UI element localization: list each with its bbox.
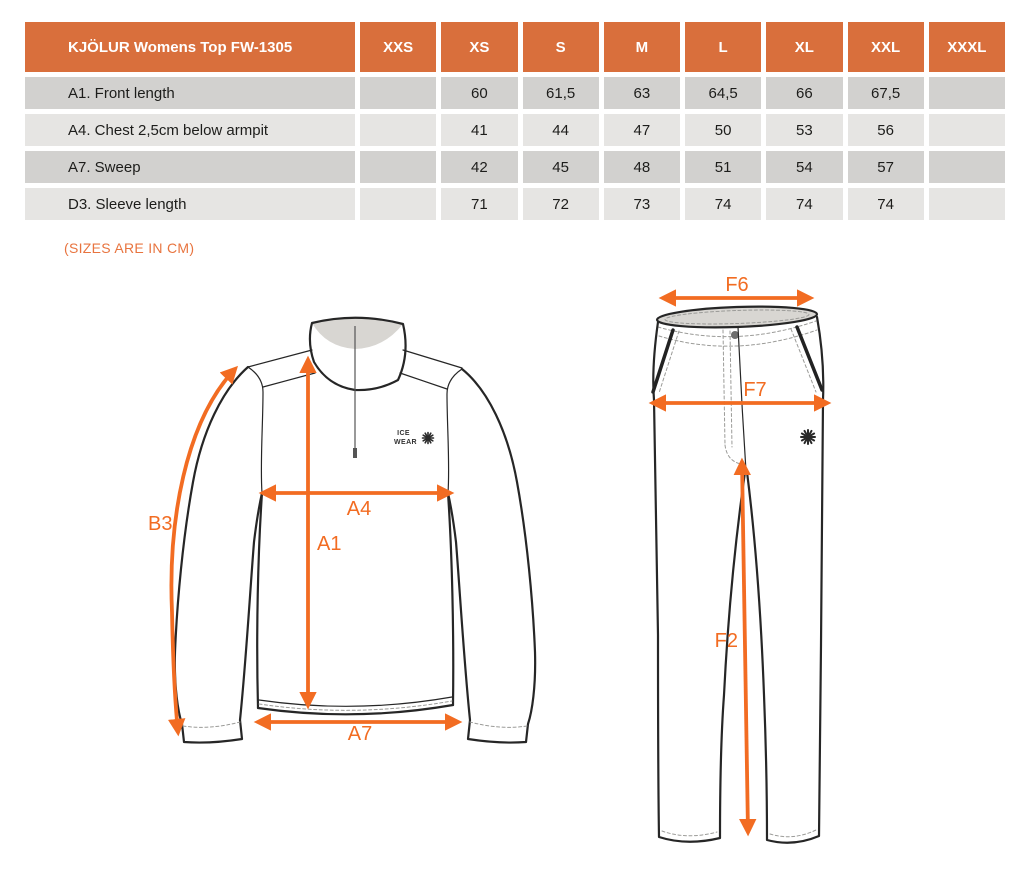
zipper-pull bbox=[353, 448, 357, 458]
row-label: A4. Chest 2,5cm below armpit bbox=[25, 114, 355, 146]
measurement-label-a4: A4 bbox=[346, 498, 372, 520]
right-sleeve-seam bbox=[447, 369, 462, 493]
fly-stitch-curve bbox=[725, 445, 741, 464]
size-value-cell: 44 bbox=[523, 114, 599, 146]
size-value-cell: 74 bbox=[848, 188, 924, 220]
measurement-label-f2: F2 bbox=[714, 630, 738, 652]
size-header-xs: XS bbox=[441, 22, 517, 72]
size-value-cell: 72 bbox=[523, 188, 599, 220]
size-header-xxl: XXL bbox=[848, 22, 924, 72]
measurement-arrow-b3 bbox=[171, 369, 235, 732]
size-header-xxxl: XXXL bbox=[929, 22, 1005, 72]
icewear-logo-line1: ICE bbox=[397, 430, 410, 437]
size-header-s: S bbox=[523, 22, 599, 72]
size-value-cell: 48 bbox=[604, 151, 680, 183]
size-value-cell: 41 bbox=[441, 114, 517, 146]
size-value-cell: 57 bbox=[848, 151, 924, 183]
icewear-logo-line2: WEAR bbox=[394, 439, 417, 446]
top-measurement-arrows bbox=[148, 360, 458, 745]
size-value-cell bbox=[360, 77, 436, 109]
size-value-cell: 47 bbox=[604, 114, 680, 146]
size-value-cell bbox=[360, 151, 436, 183]
size-value-cell bbox=[360, 188, 436, 220]
measurement-label-a1: A1 bbox=[317, 533, 342, 555]
size-header-l: L bbox=[685, 22, 761, 72]
fly-stitch-2 bbox=[730, 331, 732, 447]
size-value-cell: 42 bbox=[441, 151, 517, 183]
size-value-cell: 54 bbox=[766, 151, 842, 183]
size-chart-table bbox=[25, 22, 1005, 220]
size-value-cell: 61,5 bbox=[523, 77, 599, 109]
fly-stitch-1 bbox=[723, 330, 725, 445]
size-value-cell: 74 bbox=[685, 188, 761, 220]
size-value-cell bbox=[360, 114, 436, 146]
pants-diagram bbox=[625, 275, 935, 870]
size-value-cell: 74 bbox=[766, 188, 842, 220]
size-header-xxs: XXS bbox=[360, 22, 436, 72]
size-value-cell bbox=[929, 151, 1005, 183]
size-value-cell: 64,5 bbox=[685, 77, 761, 109]
size-value-cell bbox=[929, 188, 1005, 220]
sizes-note: (SIZES ARE IN CM) bbox=[64, 240, 195, 256]
body-right-seam bbox=[448, 493, 453, 705]
size-value-cell: 56 bbox=[848, 114, 924, 146]
size-value-cell: 53 bbox=[766, 114, 842, 146]
left-cuff-stitch bbox=[183, 722, 240, 727]
measurement-label-f6: F6 bbox=[725, 274, 749, 296]
size-value-cell: 66 bbox=[766, 77, 842, 109]
body-left-seam bbox=[257, 493, 262, 708]
pants-garment-sketch bbox=[653, 304, 823, 843]
measurement-label-f7: F7 bbox=[743, 379, 767, 401]
hem-inner-line bbox=[259, 697, 452, 706]
row-label: A1. Front length bbox=[25, 77, 355, 109]
womens-top-diagram bbox=[130, 292, 580, 782]
left-sleeve-seam bbox=[248, 367, 263, 493]
right-cuff-stitch bbox=[470, 722, 527, 727]
right-pocket-opening bbox=[797, 327, 822, 390]
size-value-cell: 73 bbox=[604, 188, 680, 220]
table-title: KJÖLUR Womens Top FW-1305 bbox=[25, 22, 355, 72]
left-hem-stitch bbox=[662, 831, 717, 836]
collar-inner-shade bbox=[312, 318, 403, 349]
size-value-cell: 63 bbox=[604, 77, 680, 109]
right-shoulder-seam bbox=[403, 350, 462, 368]
right-sleeve-outline bbox=[448, 369, 535, 743]
top-garment-sketch bbox=[175, 318, 535, 743]
snowflake-icon bbox=[423, 433, 434, 444]
size-value-cell bbox=[929, 77, 1005, 109]
measurement-label-a7: A7 bbox=[347, 723, 373, 745]
measurement-arrow-f2 bbox=[742, 462, 748, 832]
snowflake-icon bbox=[801, 430, 815, 444]
right-pocket-stitch bbox=[791, 329, 816, 392]
size-value-cell: 71 bbox=[441, 188, 517, 220]
row-label: A7. Sweep bbox=[25, 151, 355, 183]
measurement-label-b3: B3 bbox=[148, 513, 173, 535]
icewear-logo bbox=[394, 430, 434, 446]
size-header-xl: XL bbox=[766, 22, 842, 72]
size-value-cell: 67,5 bbox=[848, 77, 924, 109]
size-value-cell: 51 bbox=[685, 151, 761, 183]
left-sleeve-outline bbox=[175, 367, 262, 743]
row-label: D3. Sleeve length bbox=[25, 188, 355, 220]
size-header-m: M bbox=[604, 22, 680, 72]
right-raglan-seam bbox=[400, 373, 447, 389]
size-value-cell bbox=[929, 114, 1005, 146]
left-shoulder-seam bbox=[248, 350, 312, 367]
size-value-cell: 60 bbox=[441, 77, 517, 109]
size-value-cell: 45 bbox=[523, 151, 599, 183]
size-value-cell: 50 bbox=[685, 114, 761, 146]
right-hem-stitch bbox=[770, 830, 816, 837]
